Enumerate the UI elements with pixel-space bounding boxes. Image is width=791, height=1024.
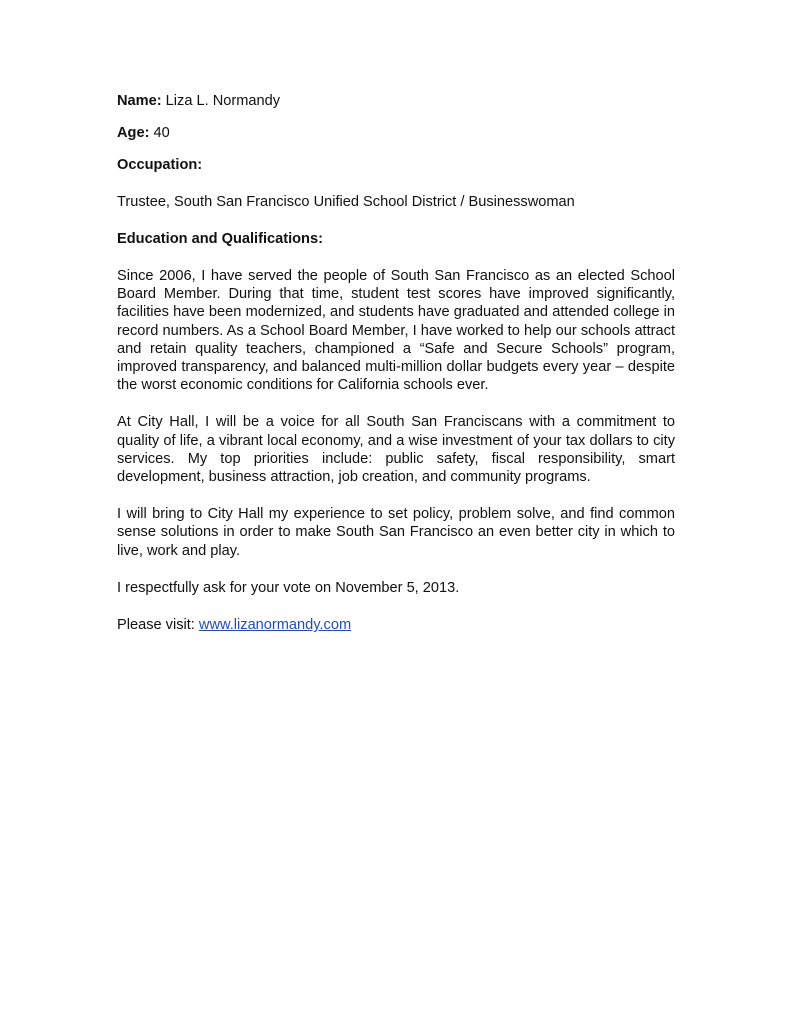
age-line [117, 124, 675, 142]
name-label: Name: [117, 93, 162, 109]
education-heading [117, 230, 675, 248]
visit-line [117, 616, 675, 634]
paragraph-service: Since 2006, I have served the people of South San Francisco as an elected School Board Member. During that time, student test scores have improved significantly, facilities have been modernized, and students have graduated and attended college in record numbers. As a School Board Member, I have worked to help our schools attract and retain quality teachers, championed a “Safe and Secure Schools” program, improved transparency, and balanced multi-million dollar budgets every year – despite the worst economic conditions for California schools ever. [117, 268, 675, 394]
paragraph-vote-request: I respectfully ask for your vote on November 5, 2013. [117, 579, 460, 596]
candidate-statement-page [117, 92, 675, 634]
website-link[interactable]: www.lizanormandy.com [198, 617, 352, 634]
name-line [117, 92, 675, 110]
visit-label: Please visit: [117, 617, 199, 634]
occupation-value: Trustee, South San Francisco Unified School District / Businesswoman [117, 194, 575, 210]
paragraph-experience: I will bring to City Hall my experience to set policy, problem solve, and find common sense solutions in order to make South San Francisco an even better city in which to live, work and play. [117, 506, 675, 559]
age-value: 40 [153, 125, 170, 141]
occupation-label: Occupation: [117, 157, 203, 173]
education-label: Education and Qualifications: [117, 231, 323, 247]
age-label: Age: [117, 125, 150, 141]
name-value: Liza L. Normandy [165, 93, 281, 109]
paragraph-city-hall: At City Hall, I will be a voice for all South San Franciscans with a commitment to quality of life, a vibrant local economy, and a wise investment of your tax dollars to city services. My top priorities include: public safety, fiscal responsibility, smart development, business attraction, job creation, and community programs. [117, 414, 675, 486]
occupation-heading [117, 156, 675, 174]
